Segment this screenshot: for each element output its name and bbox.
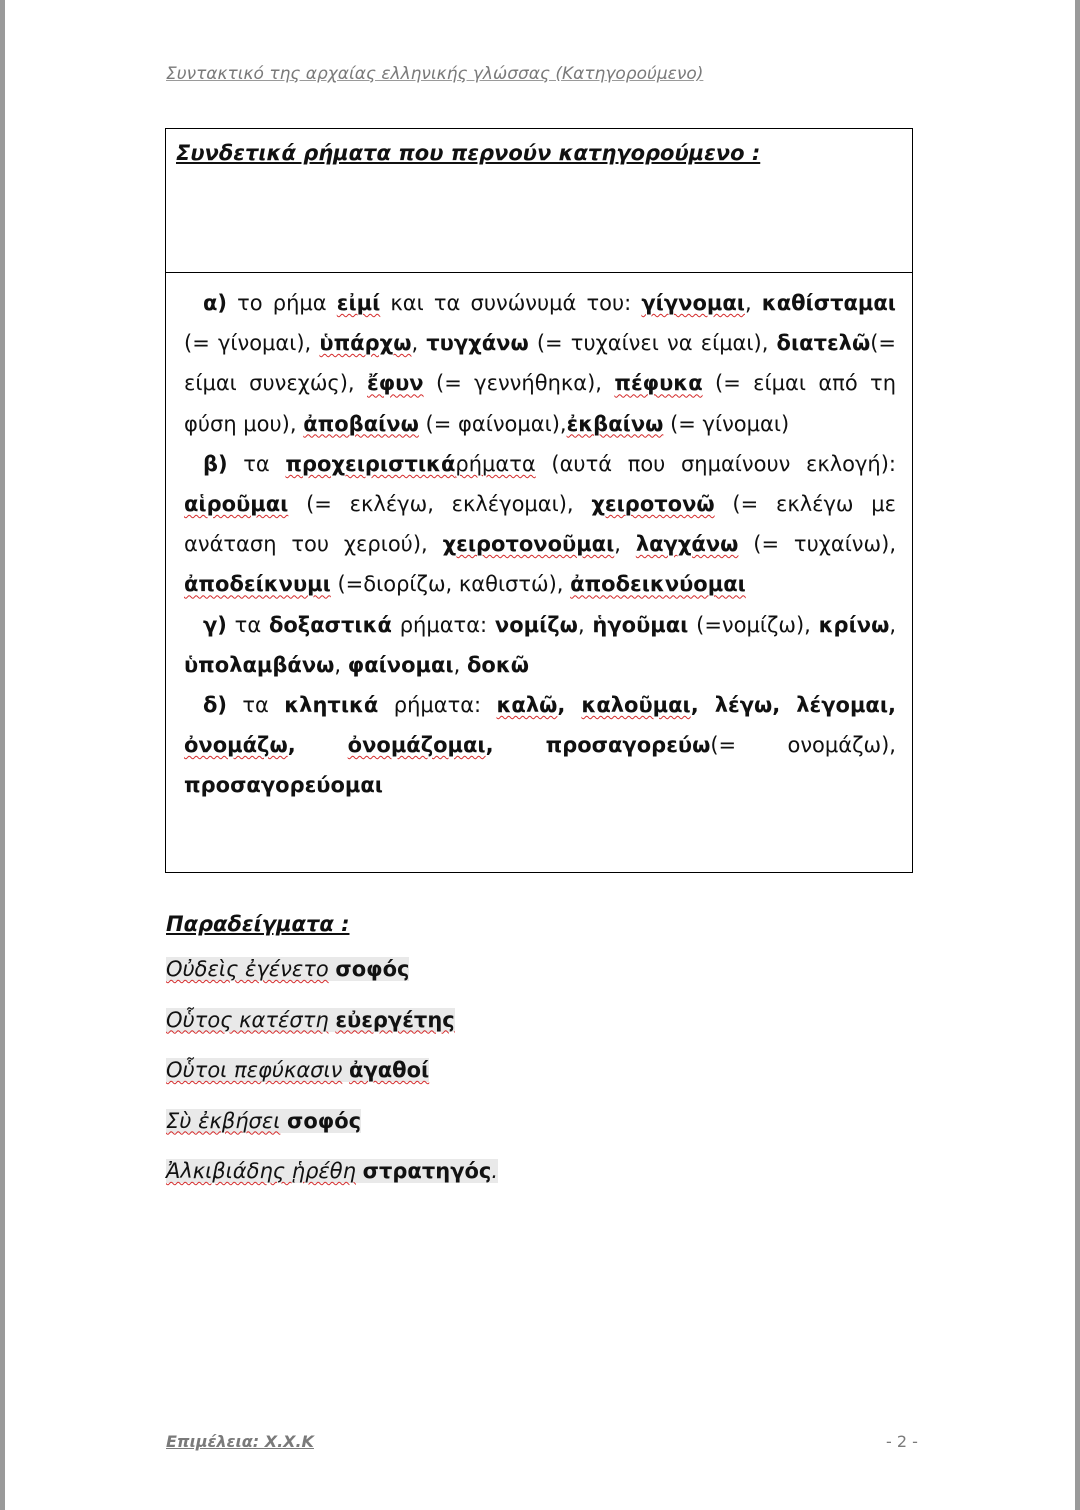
verb: ὀνομάζω [184, 733, 288, 758]
category-term: προχειριστικά [285, 451, 456, 476]
example-line [166, 1058, 498, 1109]
verb: ἀποβαίνω [303, 411, 419, 436]
verb: χειροτονῶ [591, 492, 715, 517]
examples-title: Παραδείγματα : [166, 912, 350, 936]
verb: δοκῶ [466, 652, 529, 677]
example-end: . [491, 1159, 499, 1183]
verb: ὑπολαμβάνω [184, 652, 335, 677]
verb: λέγω, λέγομαι, [714, 693, 896, 718]
verb: κρίνω [818, 612, 890, 637]
text: (=διορίζω, καθιστώ), [330, 572, 571, 597]
verb: καλοῦμαι [581, 693, 691, 718]
verb: νομίζω [494, 612, 578, 637]
text: (= γίνομαι), [184, 331, 320, 356]
text: , [889, 612, 897, 637]
text: , [690, 693, 715, 718]
example-predicate: εὐεργέτης [335, 1007, 455, 1032]
page-number: - 2 - [886, 1432, 918, 1451]
category-term: κλητικά [284, 693, 379, 718]
verb: προσαγορεύομαι [184, 773, 383, 798]
verb: γίγνομαι [641, 291, 745, 315]
verbs-box [165, 128, 913, 873]
verb: καθίσταμαι [761, 291, 896, 315]
verb: τυγχάνω [426, 331, 529, 356]
verb: ἀποδεικνύομαι [570, 572, 746, 597]
text: , [334, 652, 348, 677]
text: ρήματα: [391, 612, 495, 637]
text: τα [226, 612, 269, 637]
verb: πέφυκα [614, 371, 703, 396]
text: τα [227, 693, 285, 718]
example-text: Ἀλκιβιάδης ᾑρέθη [166, 1159, 356, 1183]
text: (= γεννήθηκα), [423, 371, 615, 396]
example-text: Σὺ ἐκβήσει [166, 1108, 281, 1133]
verbs-box-title: Συνδετικά ρήματα που περνούν κατηγορούμενο : [176, 141, 761, 165]
example-line [166, 1159, 498, 1210]
text: (= ονομάζω), [710, 733, 896, 758]
verb: ἡγοῦμαι [592, 612, 689, 637]
text: , [557, 693, 582, 718]
paragraph-d [184, 685, 896, 806]
text: το ρήμα [227, 291, 337, 315]
example-text: Οὐδεὶς ἐγένετο [166, 957, 329, 981]
text: (= είμαι από τη φύση μου), [184, 371, 897, 436]
text: (= φαίνομαι), [418, 411, 567, 436]
example-line [166, 1109, 498, 1160]
example-line [166, 957, 498, 1008]
verb: ἔφυν [367, 371, 424, 396]
verb: ἐκβαίνω [566, 411, 664, 436]
text: και τα συνώνυμά του: [380, 291, 642, 315]
example-predicate: σοφός [287, 1108, 362, 1133]
document-page [5, 0, 1075, 1510]
category-term: δοξαστικά [268, 612, 392, 637]
paragraph-marker: β) [203, 451, 228, 476]
text: , [577, 612, 593, 637]
text: (=νομίζω), [688, 612, 819, 637]
example-predicate: σοφός [335, 957, 410, 981]
text: (= είμαι συνεχώς), [184, 331, 896, 396]
text: , [614, 532, 636, 557]
text: , [485, 733, 546, 758]
text: (= εκλέγω, εκλέγομαι), [288, 492, 592, 517]
paragraph-marker: α) [203, 291, 228, 315]
example-predicate: στρατηγός [362, 1159, 492, 1183]
example-text: Οὗτοι πεφύκασιν [166, 1058, 343, 1082]
paragraph-a [184, 283, 896, 444]
verb: χειροτονοῦμαι [442, 532, 615, 557]
verb: ἀποδείκνυμι [184, 572, 331, 597]
text: (= τυχαίνει να είμαι), [528, 331, 777, 356]
text: ρήματα [455, 451, 536, 476]
example-text: Οὗτος κατέστη [166, 1007, 329, 1032]
paragraph-c [184, 605, 896, 685]
text: τα [227, 451, 286, 476]
text: , [744, 291, 762, 315]
page-header: Συντακτικό της αρχαίας ελληνικής γλώσσας (Κατηγορούμενο) [166, 64, 704, 84]
paragraph-marker: γ) [203, 612, 227, 637]
text: (= γίνομαι) [663, 411, 790, 436]
text: , [287, 733, 348, 758]
verb: προσαγορεύω [545, 733, 711, 758]
verb: ὀνομάζομαι [347, 733, 486, 758]
verb: αἱροῦμαι [184, 492, 289, 517]
verb: διατελῶ [776, 331, 871, 356]
text: (= τυχαίνω), [738, 532, 896, 557]
example-line [166, 1008, 498, 1059]
verb: εἰμί [336, 291, 381, 315]
text: , [453, 652, 467, 677]
verb: φαίνομαι [347, 652, 454, 677]
footer-author: Επιμέλεια: Χ.Χ.Κ [166, 1432, 314, 1451]
verb: καλῶ [496, 693, 558, 718]
text: ρήματα: [378, 693, 497, 718]
text: (αυτά που σημαίνουν εκλογή): [535, 451, 896, 476]
verb: λαγχάνω [635, 532, 739, 557]
verbs-box-body [166, 273, 912, 806]
verb: ὑπάρχω [319, 331, 412, 356]
text: (= εκλέγω με ανάταση του χεριού), [184, 492, 896, 557]
text: , [411, 331, 427, 356]
verbs-box-header [166, 129, 912, 273]
paragraph-marker: δ) [203, 693, 228, 718]
examples-section [166, 912, 498, 1210]
example-predicate: ἀγαθοί [349, 1058, 430, 1082]
paragraph-b [184, 444, 896, 605]
